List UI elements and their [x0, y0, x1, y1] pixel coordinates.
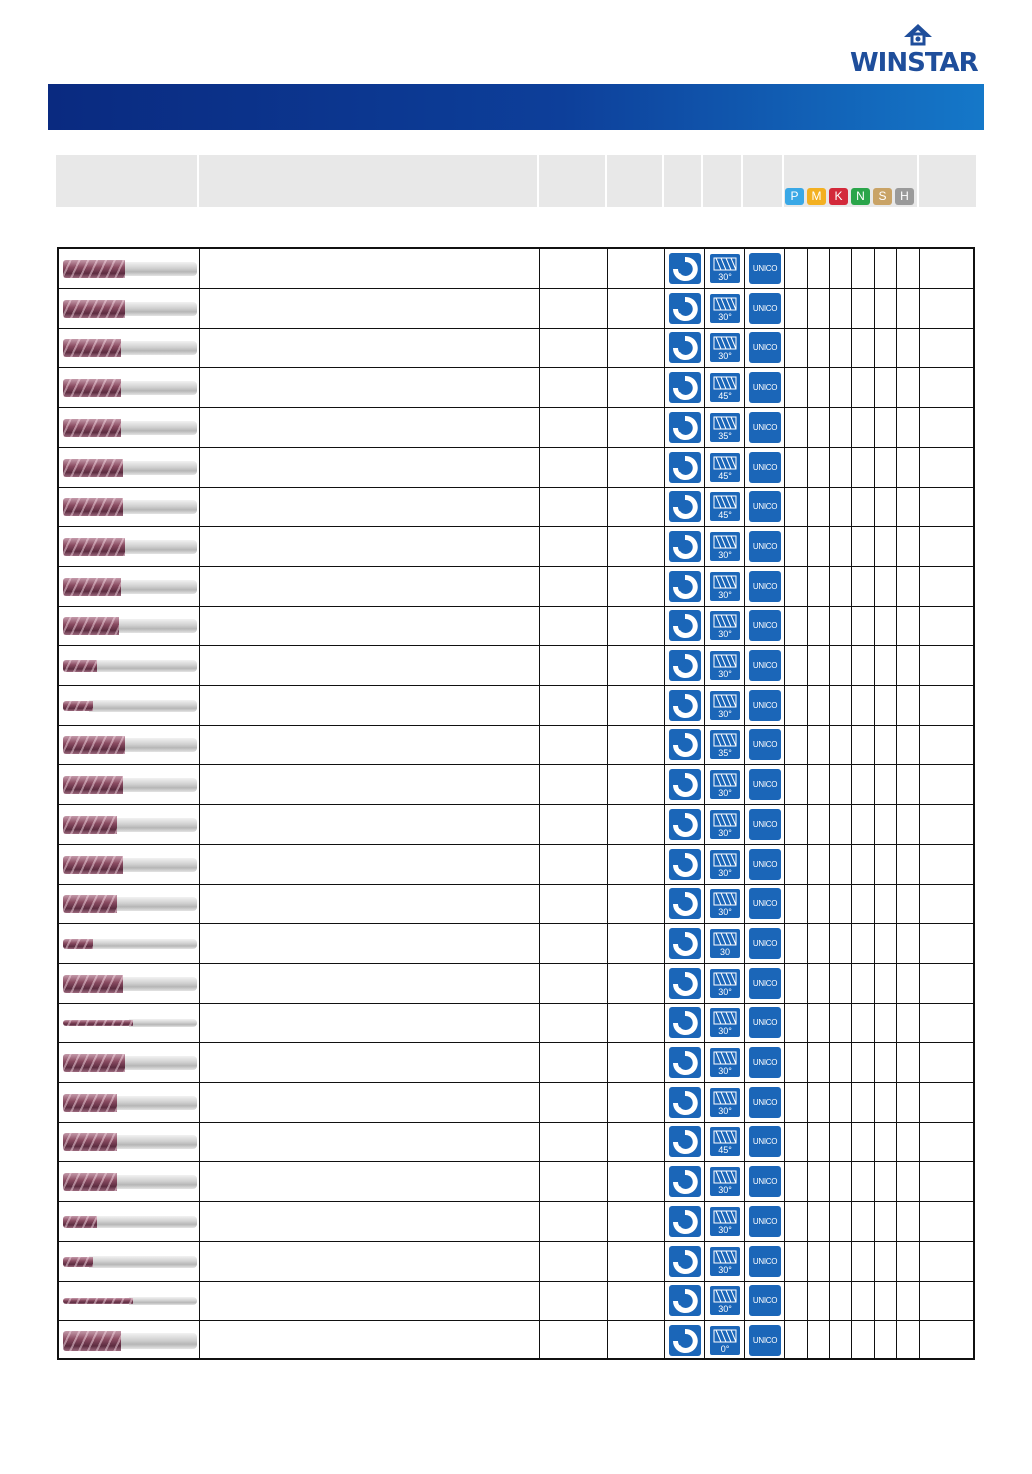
- coating-label: UNICO: [752, 542, 778, 551]
- flute-count-label: 2: [681, 778, 689, 790]
- square-3f-icon: [63, 299, 197, 319]
- coating-label: UNICO: [752, 979, 778, 988]
- flute-count-label: 2: [681, 858, 689, 870]
- table-row: [59, 646, 973, 686]
- flute-count-icon: [669, 849, 701, 880]
- helix-angle-label: 30°: [718, 828, 732, 838]
- flute-count-label: 4: [681, 341, 689, 353]
- coating-badge: [749, 650, 781, 681]
- table-row: [59, 527, 973, 567]
- micro-ball-icon: [63, 934, 197, 954]
- helix-angle-icon: [709, 809, 741, 840]
- helix-angle-label: 30°: [718, 1304, 732, 1314]
- square-6f-icon: [63, 497, 197, 517]
- helix-angle-label: 35°: [718, 748, 732, 758]
- flute-count-label: 4: [681, 897, 689, 909]
- flute-count-label: 2: [681, 1334, 689, 1346]
- logo-text: WINSTAR: [850, 48, 978, 78]
- flute-count-label: 4: [681, 1255, 689, 1267]
- flute-count-icon: [669, 729, 701, 760]
- table-row: [59, 1003, 973, 1043]
- flute-count-label: 4: [681, 381, 689, 393]
- helix-angle-label: 30°: [718, 1026, 732, 1036]
- table-row: [59, 368, 973, 408]
- helix-angle-label: 30°: [718, 590, 732, 600]
- flute-count-label: 2: [681, 262, 689, 274]
- table-row: [59, 805, 973, 845]
- coating-badge: [749, 1047, 781, 1078]
- table-row: [59, 1083, 973, 1123]
- helix-angle-icon: [709, 1285, 741, 1316]
- coating-label: UNICO: [752, 502, 778, 511]
- flute-count-icon: [669, 531, 701, 562]
- square-2f-icon: [63, 735, 197, 755]
- material-h-badge: H: [895, 188, 914, 205]
- table-row: [59, 1321, 973, 1360]
- material-k-badge: K: [829, 188, 848, 205]
- flute-count-icon: [669, 1246, 701, 1277]
- coating-badge: [749, 491, 781, 522]
- coating-badge: [749, 968, 781, 999]
- flute-count-icon: [669, 1325, 701, 1356]
- flute-count-icon: [669, 1166, 701, 1197]
- table-row: [59, 686, 973, 726]
- micro-2f-icon: [63, 1212, 197, 1232]
- coating-badge: [749, 571, 781, 602]
- helix-angle-icon: [709, 690, 741, 721]
- helix-angle-label: 30°: [718, 868, 732, 878]
- helix-angle-icon: [709, 412, 741, 443]
- coating-badge: [749, 1206, 781, 1237]
- title-banner: [48, 84, 984, 130]
- coating-badge: [749, 690, 781, 721]
- coating-label: UNICO: [752, 1018, 778, 1027]
- flute-count-label: 4: [681, 421, 689, 433]
- flute-count-label: 6: [681, 461, 689, 473]
- coating-label: UNICO: [752, 1296, 778, 1305]
- helix-angle-label: 30°: [718, 788, 732, 798]
- table-row: [59, 487, 973, 527]
- helix-angle-icon: [709, 293, 741, 324]
- flute-count-icon: [669, 1126, 701, 1157]
- micro-4f-icon: [63, 1252, 197, 1272]
- coating-badge: [749, 928, 781, 959]
- table-row: [59, 884, 973, 924]
- coating-badge: [749, 1285, 781, 1316]
- coating-badge: [749, 293, 781, 324]
- coating-label: UNICO: [752, 343, 778, 352]
- helix-angle-label: 30°: [718, 1225, 732, 1235]
- flute-count-icon: [669, 452, 701, 483]
- helix-angle-label: 30°: [718, 709, 732, 719]
- helix-angle-label: 30°: [718, 312, 732, 322]
- material-n-badge: N: [851, 188, 870, 205]
- flute-count-label: 2: [681, 1056, 689, 1068]
- helix-angle-label: 45°: [718, 391, 732, 401]
- coating-label: UNICO: [752, 463, 778, 472]
- table-row: [59, 964, 973, 1004]
- table-row: [59, 328, 973, 368]
- helix-angle-icon: [709, 928, 741, 959]
- helix-angle-label: 0°: [720, 1344, 730, 1354]
- coating-badge: [749, 1166, 781, 1197]
- coating-badge: [749, 412, 781, 443]
- coating-badge: [749, 888, 781, 919]
- material-m-badge: M: [807, 188, 826, 205]
- coating-label: UNICO: [752, 661, 778, 670]
- coating-label: UNICO: [752, 1098, 778, 1107]
- helix-angle-label: 30°: [718, 351, 732, 361]
- radius-4f-icon: [63, 1172, 197, 1192]
- ball-2f-icon: [63, 974, 197, 994]
- coating-label: UNICO: [752, 1058, 778, 1067]
- coating-label: UNICO: [752, 304, 778, 313]
- helix-angle-icon: [709, 1166, 741, 1197]
- radius-4f-icon: [63, 1093, 197, 1113]
- product-table: [57, 247, 975, 1360]
- coating-label: UNICO: [752, 780, 778, 789]
- flute-count-icon: [669, 1047, 701, 1078]
- helix-angle-icon: [709, 888, 741, 919]
- coating-badge: [749, 809, 781, 840]
- helix-angle-label: 30°: [718, 1066, 732, 1076]
- taper-ball-icon: [63, 1291, 197, 1311]
- helix-angle-label: 45°: [718, 471, 732, 481]
- helix-angle-icon: [709, 491, 741, 522]
- coating-badge: [749, 849, 781, 880]
- helix-angle-label: 35°: [718, 431, 732, 441]
- table-row: [59, 289, 973, 329]
- coating-badge: [749, 1246, 781, 1277]
- flute-count-label: 4: [681, 1135, 689, 1147]
- flute-count-icon: [669, 253, 701, 284]
- flute-count-label: 2: [681, 1016, 689, 1028]
- helix-angle-icon: [709, 1246, 741, 1277]
- helix-angle-icon: [709, 1325, 741, 1356]
- coating-badge: [749, 253, 781, 284]
- helix-angle-label: 30°: [718, 272, 732, 282]
- flute-count-icon: [669, 1007, 701, 1038]
- helix-angle-label: 30°: [718, 1265, 732, 1275]
- flute-count-label: 3: [681, 302, 689, 314]
- flute-count-icon: [669, 888, 701, 919]
- material-p-badge: P: [785, 188, 804, 205]
- helix-angle-icon: [709, 769, 741, 800]
- ball-4f-icon: [63, 894, 197, 914]
- helix-angle-label: 30°: [718, 550, 732, 560]
- helix-angle-label: 30°: [718, 1185, 732, 1195]
- coating-badge: [749, 372, 781, 403]
- flute-count-icon: [669, 571, 701, 602]
- roughing-4f-icon: [63, 616, 197, 636]
- table-row: [59, 1122, 973, 1162]
- straight-2f-icon: [63, 1331, 197, 1351]
- coating-label: UNICO: [752, 899, 778, 908]
- flute-count-icon: [669, 928, 701, 959]
- flute-count-label: 4: [681, 699, 689, 711]
- coating-badge: [749, 1126, 781, 1157]
- coating-label: UNICO: [752, 1137, 778, 1146]
- coating-label: UNICO: [752, 1257, 778, 1266]
- table-row: [59, 249, 973, 289]
- table-row: [59, 567, 973, 607]
- micro-4f-icon: [63, 696, 197, 716]
- flute-count-label: 2: [681, 738, 689, 750]
- table-row: [59, 845, 973, 885]
- table-row: [59, 1043, 973, 1083]
- coating-label: UNICO: [752, 264, 778, 273]
- coating-badge: [749, 769, 781, 800]
- helix-angle-icon: [709, 1206, 741, 1237]
- helix-angle-icon: [709, 372, 741, 403]
- flute-count-label: 2: [681, 659, 689, 671]
- helix-angle-label: 30: [719, 947, 730, 957]
- helix-angle-icon: [709, 1126, 741, 1157]
- helix-angle-icon: [709, 849, 741, 880]
- flute-count-label: 6: [681, 500, 689, 512]
- table-row: [59, 606, 973, 646]
- winstar-logo: [848, 22, 988, 78]
- square-4f-icon: [63, 338, 197, 358]
- coating-badge: [749, 1325, 781, 1356]
- ball-4f-icon: [63, 815, 197, 835]
- helix-angle-icon: [709, 1007, 741, 1038]
- flute-count-label: 4: [681, 1096, 689, 1108]
- square-2f-icon: [63, 259, 197, 279]
- flute-count-label: 2: [681, 1294, 689, 1306]
- coating-label: UNICO: [752, 582, 778, 591]
- flute-count-icon: [669, 1285, 701, 1316]
- table-row: [59, 924, 973, 964]
- flute-count-label: 2: [681, 937, 689, 949]
- helix-angle-label: 30°: [718, 1106, 732, 1116]
- helix-angle-icon: [709, 968, 741, 999]
- helix-angle-label: 30°: [718, 629, 732, 639]
- helix-angle-icon: [709, 571, 741, 602]
- table-row: [59, 448, 973, 488]
- coating-badge: [749, 452, 781, 483]
- coating-label: UNICO: [752, 820, 778, 829]
- helix-angle-icon: [709, 452, 741, 483]
- flute-count-label: 4: [681, 818, 689, 830]
- flute-count-icon: [669, 293, 701, 324]
- table-row: [59, 765, 973, 805]
- material-s-badge: S: [873, 188, 892, 205]
- coating-badge: [749, 610, 781, 641]
- coating-badge: [749, 1007, 781, 1038]
- coating-label: UNICO: [752, 701, 778, 710]
- flute-count-icon: [669, 332, 701, 363]
- flute-count-icon: [669, 610, 701, 641]
- coating-label: UNICO: [752, 1177, 778, 1186]
- square-2f-icon: [63, 537, 197, 557]
- coating-label: UNICO: [752, 1336, 778, 1345]
- helix-angle-icon: [709, 610, 741, 641]
- flute-count-icon: [669, 1087, 701, 1118]
- coating-label: UNICO: [752, 740, 778, 749]
- square-4f-icon: [63, 378, 197, 398]
- coating-label: UNICO: [752, 423, 778, 432]
- coating-badge: [749, 729, 781, 760]
- flute-count-icon: [669, 1206, 701, 1237]
- table-row: [59, 1242, 973, 1282]
- table-row: [59, 725, 973, 765]
- table-row: [59, 1202, 973, 1242]
- micro-2f-icon: [63, 656, 197, 676]
- helix-angle-label: 30°: [718, 907, 732, 917]
- square-4f-icon: [63, 418, 197, 438]
- helix-angle-label: 45°: [718, 510, 732, 520]
- square-2f-icon: [63, 1053, 197, 1073]
- flute-count-label: 4: [681, 1175, 689, 1187]
- flute-count-icon: [669, 372, 701, 403]
- flute-count-icon: [669, 650, 701, 681]
- flute-count-label: 2: [681, 977, 689, 989]
- flute-count-label: 4: [681, 580, 689, 592]
- coating-badge: [749, 332, 781, 363]
- coating-badge: [749, 1087, 781, 1118]
- coating-label: UNICO: [752, 860, 778, 869]
- coating-label: UNICO: [752, 383, 778, 392]
- flute-count-icon: [669, 690, 701, 721]
- coating-label: UNICO: [752, 621, 778, 630]
- coating-badge: [749, 531, 781, 562]
- helix-angle-icon: [709, 531, 741, 562]
- table-row: [59, 1281, 973, 1321]
- helix-angle-icon: [709, 253, 741, 284]
- coating-label: UNICO: [752, 939, 778, 948]
- flute-count-icon: [669, 809, 701, 840]
- radius-4f-icon: [63, 1132, 197, 1152]
- flute-count-icon: [669, 412, 701, 443]
- flute-count-icon: [669, 769, 701, 800]
- square-4f-icon: [63, 577, 197, 597]
- helix-angle-icon: [709, 332, 741, 363]
- helix-angle-icon: [709, 1047, 741, 1078]
- helix-angle-label: 30°: [718, 669, 732, 679]
- square-6f-icon: [63, 458, 197, 478]
- flute-count-label: 2: [681, 540, 689, 552]
- helix-angle-label: 30°: [718, 987, 732, 997]
- flute-count-label: 2: [681, 1215, 689, 1227]
- ball-2f-icon: [63, 775, 197, 795]
- coating-label: UNICO: [752, 1217, 778, 1226]
- helix-angle-icon: [709, 729, 741, 760]
- table-row: [59, 408, 973, 448]
- flute-count-label: 4: [681, 619, 689, 631]
- ball-2f-icon: [63, 855, 197, 875]
- table-row: [59, 1162, 973, 1202]
- helix-angle-label: 45°: [718, 1145, 732, 1155]
- flute-count-icon: [669, 491, 701, 522]
- flute-count-icon: [669, 968, 701, 999]
- taper-ball-icon: [63, 1013, 197, 1033]
- helix-angle-icon: [709, 1087, 741, 1118]
- helix-angle-icon: [709, 650, 741, 681]
